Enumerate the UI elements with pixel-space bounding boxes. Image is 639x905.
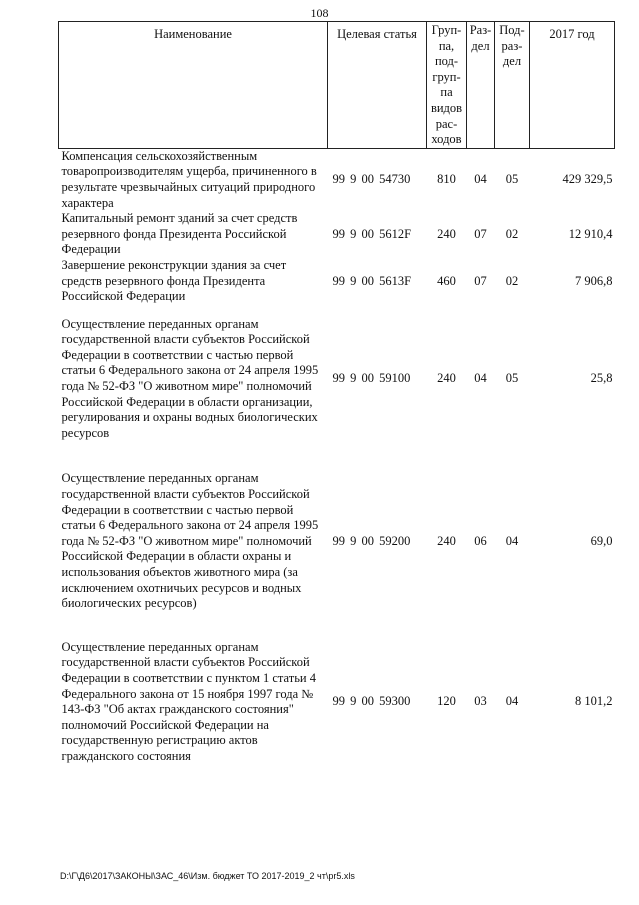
row-amount: 7 906,8 xyxy=(575,273,613,288)
row-target-article: 99 9 00 54730 xyxy=(332,172,411,187)
row-amount: 8 101,2 xyxy=(575,694,613,709)
table-row xyxy=(59,258,615,305)
page-number: 108 xyxy=(310,6,329,20)
table-header-row xyxy=(59,22,615,149)
row-name: Осуществление переданных органам государственной власти субъектов Российской Федерации в соответствии с частью первой статьи 6 Федерального закона от 24 апреля 1995 года № 52-ФЗ "О животном мире" полномочий Российской Федерации в области организации, регулирования и охраны водных биологических ресурсов xyxy=(61,316,319,440)
row-subsection: 04 xyxy=(505,694,519,709)
row-expense-group: 810 xyxy=(437,172,456,187)
row-name: Осуществление переданных органам государственной власти субъектов Российской Федерации в соответствии с пунктом 1 статьи 4 Федерального закона от 15 ноября 1997 года № 143-ФЗ "Об актах гражданского состояния" полномочий Российской Федерации на государственную регистрацию актов гражданского состояния xyxy=(61,639,316,763)
header-expense-group: Груп-па, под-груп-па видов рас-ходов xyxy=(427,22,467,149)
row-section: 04 xyxy=(474,371,487,386)
row-target-article: 99 9 00 5613F xyxy=(332,273,412,288)
budget-table xyxy=(58,21,615,765)
row-name: Компенсация сельскохозяйственным товаропроизводителям ущерба, причиненного в результате чрезвычайных ситуаций природного характера xyxy=(61,148,317,210)
row-target-article: 99 9 00 59200 xyxy=(332,533,411,548)
header-subsection: Под-раз-дел xyxy=(495,22,530,149)
row-expense-group: 240 xyxy=(437,226,456,241)
table-row xyxy=(59,211,615,258)
row-spacer xyxy=(59,612,615,640)
row-expense-group: 120 xyxy=(437,694,456,709)
row-spacer xyxy=(59,305,615,317)
table-row xyxy=(59,640,615,765)
row-target-article: 99 9 00 59300 xyxy=(332,694,411,709)
row-subsection: 05 xyxy=(505,172,519,187)
footer-file-path: D:\Г\Д6\2017\ЗАКОНЫ\ЗАС_46\Изм. бюджет ТО 2017-2019_2 чт\pr5.xls xyxy=(60,871,355,881)
row-expense-group: 240 xyxy=(437,533,456,548)
header-target-article: Целевая статья xyxy=(328,22,427,149)
row-subsection: 04 xyxy=(505,533,519,548)
row-subsection: 05 xyxy=(505,371,519,386)
row-subsection: 02 xyxy=(505,226,519,241)
row-section: 06 xyxy=(474,533,487,548)
row-amount: 429 329,5 xyxy=(562,172,613,187)
row-target-article: 99 9 00 59100 xyxy=(332,371,411,386)
row-section: 07 xyxy=(474,273,487,288)
row-section: 07 xyxy=(474,226,487,241)
row-name: Осуществление переданных органам государственной власти субъектов Российской Федерации в соответствии с частью первой статьи 6 Федерального закона от 24 апреля 1995 года № 52-ФЗ "О животном мире" полномочий Российской Федерации в области охраны и использования объектов животного мира (за исключением охотничьих ресурсов и водных биологических ресурсов) xyxy=(61,471,319,611)
row-section: 04 xyxy=(474,172,487,187)
row-amount: 69,0 xyxy=(590,533,613,548)
row-amount: 12 910,4 xyxy=(568,226,613,241)
header-name: Наименование xyxy=(59,22,328,149)
header-year: 2017 год xyxy=(530,22,615,149)
row-target-article: 99 9 00 5612F xyxy=(332,226,412,241)
header-section: Раз-дел xyxy=(467,22,495,149)
table-row xyxy=(59,471,615,611)
row-subsection: 02 xyxy=(505,273,519,288)
table-row xyxy=(59,317,615,442)
row-name: Капитальный ремонт зданий за счет средств резервного фонда Президента Российской Федерации xyxy=(61,211,298,257)
table-row xyxy=(59,148,615,211)
row-spacer xyxy=(59,441,615,471)
row-expense-group: 240 xyxy=(437,371,456,386)
row-amount: 25,8 xyxy=(590,371,613,386)
row-section: 03 xyxy=(474,694,487,709)
row-expense-group: 460 xyxy=(437,273,456,288)
row-name: Завершение реконструкции здания за счет средств резервного фонда Президента Российской Федерации xyxy=(61,257,287,304)
